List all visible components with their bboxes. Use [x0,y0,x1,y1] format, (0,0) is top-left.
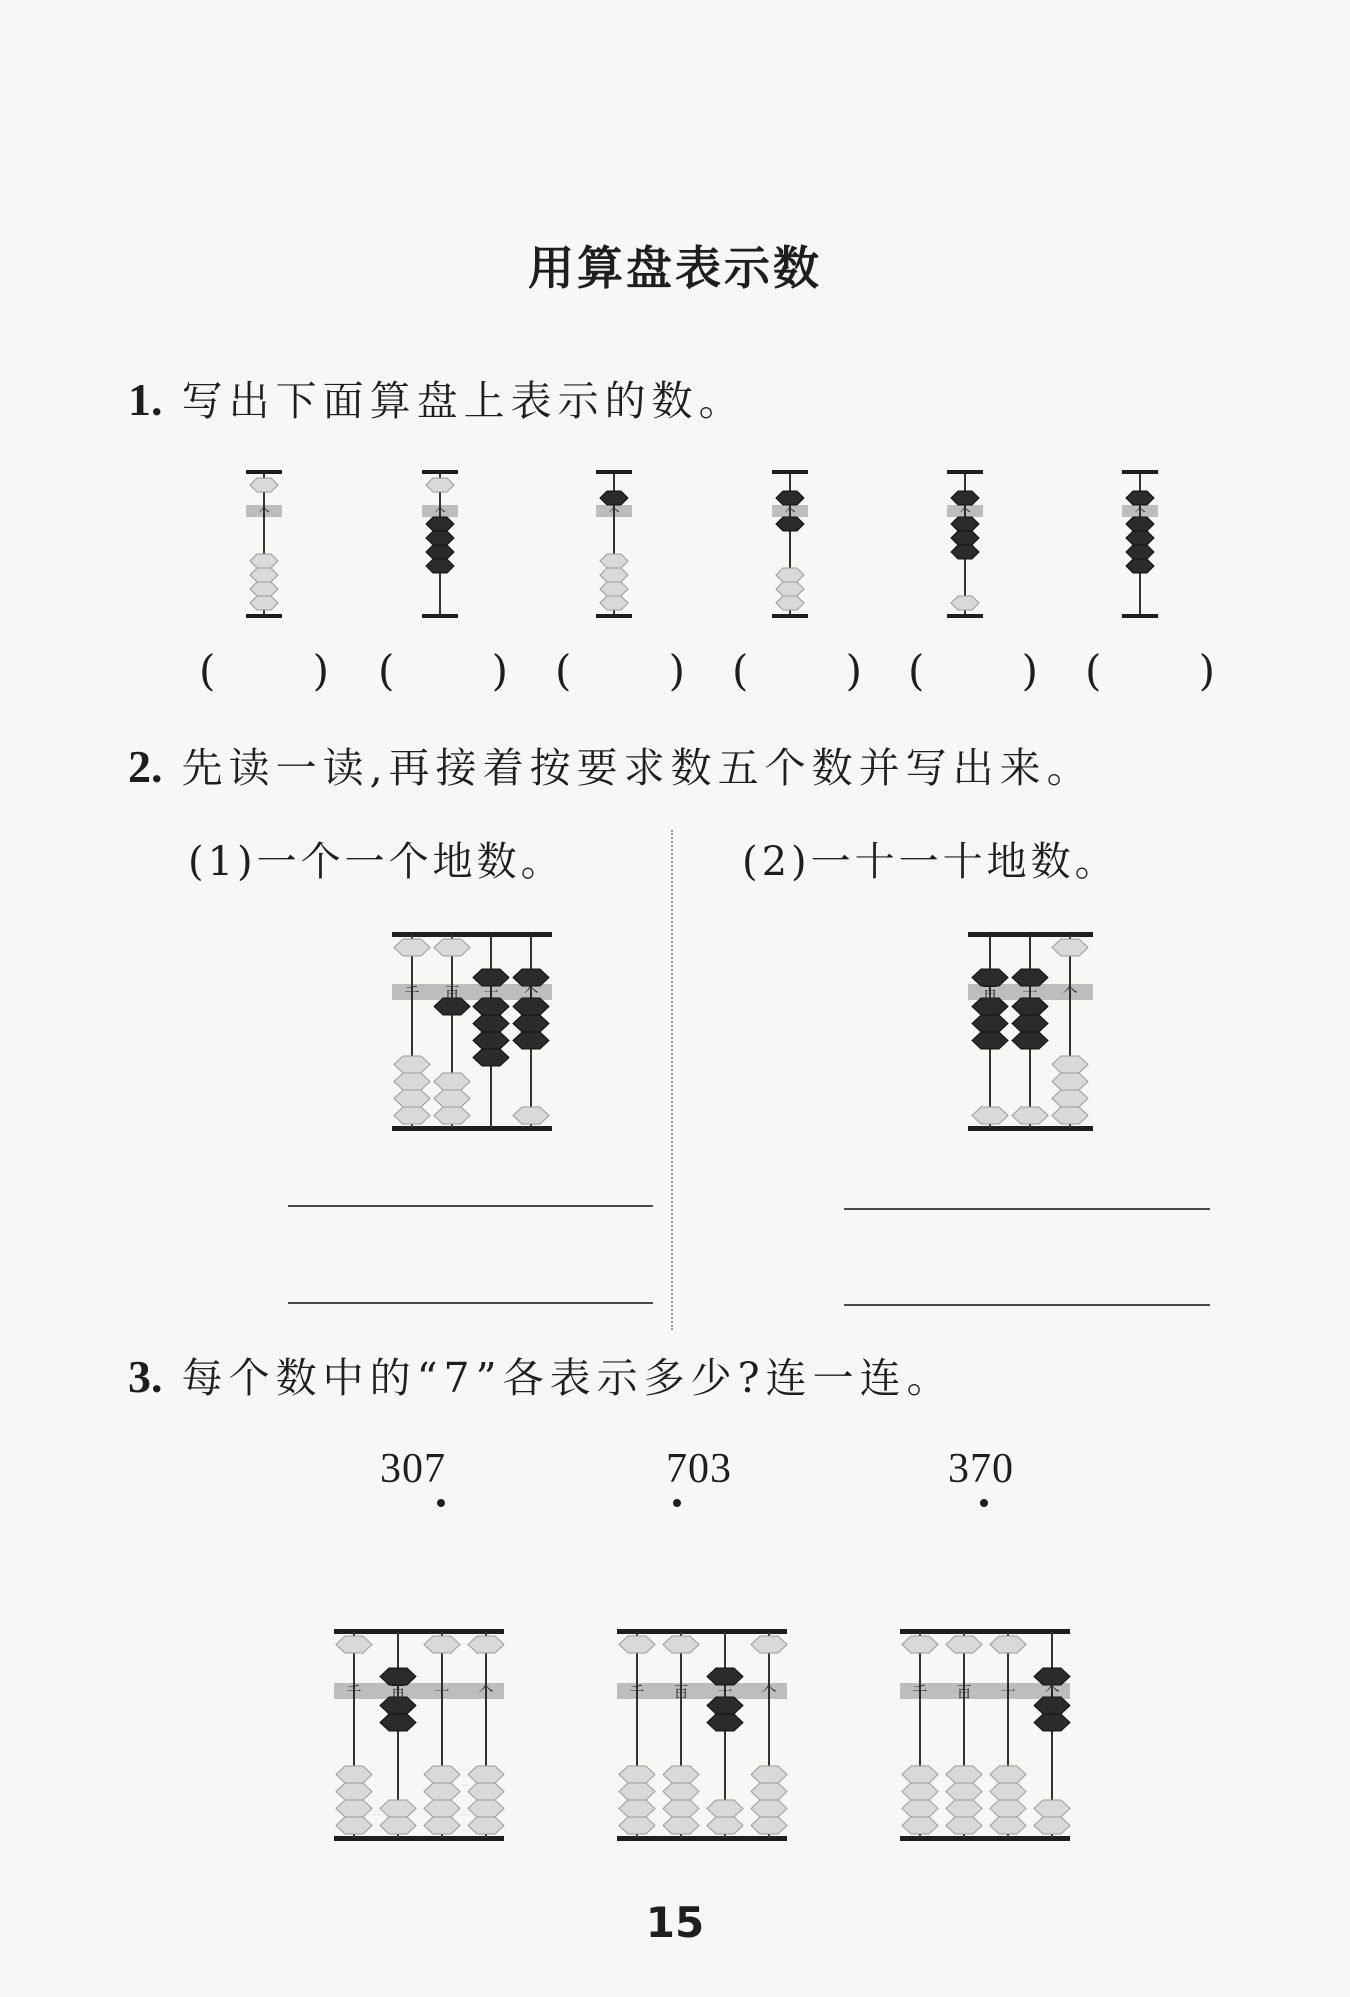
q3-abacus1-col3-lower-bead [468,1783,504,1800]
q3-abacus3-place-label: 百 [956,1683,972,1701]
q3-abacus1-col3-lower-bead [468,1800,504,1817]
q3-abacus1-col2-lower-bead [424,1783,460,1800]
close-paren: ) [312,646,329,695]
q3-abacus2-col0-upper-bead [619,1636,655,1653]
question-2-number: 2. [128,741,163,792]
close-paren: ) [491,646,508,695]
q3-abacus2-col0-lower-bead [619,1800,655,1817]
q2-sub1: (1)一个一个地数。 [188,839,565,885]
q3-abacus2-col3-lower-bead [751,1766,787,1783]
q3-abacus1-col3-lower-bead [468,1817,504,1834]
number-703: 703 [666,1446,732,1492]
q3-abacus1-col3-lower-bead [468,1766,504,1783]
q3-abacus1-place-label: 百 [390,1683,406,1701]
q3-abacus3-col2-lower-bead [990,1800,1026,1817]
q3-abacus1-col0-lower-bead [336,1817,372,1834]
q3-abacus3-col0-lower-bead [902,1817,938,1834]
q2-abacus2-place-label: 个 [1062,984,1078,1002]
open-paren: ( [732,646,749,695]
number-370: 370 [948,1446,1014,1492]
page-number: 15 [645,1898,705,1947]
q2-abacus2-place-label: 十 [1022,984,1038,1002]
question-1-text: 写出下面算盘上表示的数。 [181,377,746,425]
close-paren: ) [1021,646,1038,695]
q3-abacus2-place-label: 百 [673,1683,689,1701]
q3-abacus2-col3-lower-bead [751,1783,787,1800]
q3-abacus3-col1-lower-bead [946,1783,982,1800]
q3-abacus1-col2-lower-bead [424,1766,460,1783]
q1-rod0-place-label: 个 [258,506,270,519]
q3-abacus2-col0-lower-bead [619,1766,655,1783]
q3-abacus1-place-label: 个 [478,1683,494,1701]
q3-abacus1-col2-upper-bead [424,1636,460,1653]
q2-abacus1-place-label: 个 [523,984,539,1002]
q3-abacus2-col3-upper-bead [751,1636,787,1653]
q3-abacus3-col2-lower-bead [990,1766,1026,1783]
q3-abacus2-col3-lower-bead [751,1817,787,1834]
q3-abacus2-place-label: 千 [629,1683,645,1701]
q3-abacus3-col3-lower-bead [1034,1714,1070,1731]
q3-abacus2-top-frame [617,1629,787,1634]
q3-abacus1-col3-upper-bead [468,1636,504,1653]
q3-abacus2-col0-lower-bead [619,1783,655,1800]
q3-abacus3-col2-lower-bead [990,1817,1026,1834]
q3-abacus3-col0-lower-bead [902,1800,938,1817]
q2-abacus1-place-label: 千 [404,984,420,1002]
q3-abacus2-place-label: 个 [761,1683,777,1701]
open-paren: ( [199,646,216,695]
q3-abacus3-col1-upper-bead [946,1636,982,1653]
q3-abacus2-col2-lower-bead [707,1800,743,1817]
q3-abacus3-col2-upper-bead [990,1636,1026,1653]
q3-abacus3-col0-lower-bead [902,1783,938,1800]
q1-rod4-place-label: 个 [959,506,971,519]
q3-abacus3-col1-lower-bead [946,1766,982,1783]
q3-abacus1-col1-lower-bead [380,1817,416,1834]
page-title: 用算盘表示数 [528,241,822,295]
q3-abacus1-col2-lower-bead [424,1817,460,1834]
q3-abacus3-bottom-frame [900,1836,1070,1841]
q3-abacus1-col0-upper-bead [336,1636,372,1653]
q3-abacus3-col3-lower-bead [1034,1800,1070,1817]
question-2-text: 先读一读,再接着按要求数五个数并写出来。 [181,744,1094,792]
q3-abacus1-place-label: 千 [346,1683,362,1701]
q3-abacus3-place-label: 个 [1044,1683,1060,1701]
q3-abacus3-top-frame [900,1629,1070,1634]
q2-sub2: (2)一十一十地数。 [742,839,1119,885]
q3-abacus1-col0-lower-bead [336,1783,372,1800]
open-paren: ( [378,646,395,695]
q3-abacus2-col1-lower-bead [663,1766,699,1783]
q3-abacus2-place-label: 十 [717,1683,733,1701]
open-paren: ( [1085,646,1102,695]
q1-rod2-place-label: 个 [608,506,620,519]
open-paren: ( [555,646,572,695]
open-paren: ( [908,646,925,695]
q3-abacus3-place-label: 千 [912,1683,928,1701]
question-3-text: 每个数中的“7”各表示多少?连一连。 [181,1354,954,1402]
number-307: 307 [380,1446,446,1492]
close-paren: ) [845,646,862,695]
q2-abacus1-place-label: 十 [483,984,499,1002]
q3-abacus3-place-label: 十 [1000,1683,1016,1701]
q3-abacus3-col1-lower-bead [946,1817,982,1834]
q3-abacus2-col3-lower-bead [751,1800,787,1817]
q2-abacus2-place-label: 百 [982,984,998,1002]
q3-abacus1-top-frame [334,1629,504,1634]
question-1-number: 1. [128,374,163,425]
q2-abacus1-place-label: 百 [444,984,460,1002]
q3-abacus2-bottom-frame [617,1836,787,1841]
close-paren: ) [1198,646,1215,695]
q3-abacus1-place-label: 十 [434,1683,450,1701]
q3-abacus2-col2-lower-bead [707,1817,743,1834]
q3-abacus1-bottom-frame [334,1836,504,1841]
q3-abacus2-col1-upper-bead [663,1636,699,1653]
q3-abacus3-col2-lower-bead [990,1783,1026,1800]
q3-abacus2-col0-lower-bead [619,1817,655,1834]
q3-abacus2-col1-lower-bead [663,1800,699,1817]
q1-rod5-place-label: 个 [1134,506,1146,519]
q3-abacus3-col0-upper-bead [902,1636,938,1653]
q1-rod3-place-label: 个 [784,506,796,519]
q3-abacus3-col3-lower-bead [1034,1817,1070,1834]
q3-abacus2-col2-lower-bead [707,1714,743,1731]
q3-abacus2-col1-lower-bead [663,1783,699,1800]
q3-abacus3-col1-lower-bead [946,1800,982,1817]
q3-abacus2-col1-lower-bead [663,1817,699,1834]
q1-rod1-place-label: 个 [434,506,446,519]
q3-abacus1-col0-lower-bead [336,1800,372,1817]
q3-abacus1-col0-lower-bead [336,1766,372,1783]
q3-abacus1-col2-lower-bead [424,1800,460,1817]
q3-abacus3-col0-lower-bead [902,1766,938,1783]
q3-abacus1-col1-lower-bead [380,1714,416,1731]
q3-abacus1-col1-lower-bead [380,1800,416,1817]
question-3-number: 3. [128,1351,163,1402]
close-paren: ) [668,646,685,695]
